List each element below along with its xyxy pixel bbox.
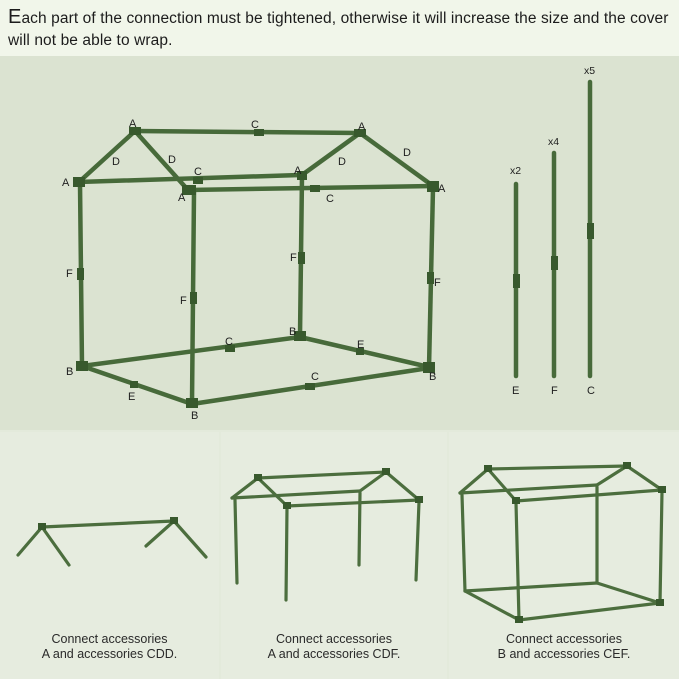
step-2-caption-line-2: A and accessories CDF. — [267, 647, 401, 661]
frame-joints — [73, 127, 439, 408]
label-c-ridge: C — [251, 119, 259, 131]
label-a-back: A — [294, 165, 302, 177]
step-2-drawing — [232, 468, 423, 600]
label-b-front-left: B — [66, 366, 74, 378]
part-e-joint — [513, 274, 520, 288]
part-c-label: C — [587, 385, 595, 397]
label-d-2: D — [168, 154, 176, 166]
label-f-4: F — [434, 277, 441, 289]
parts-list — [510, 65, 595, 397]
step-3-drawing — [460, 462, 666, 623]
instruction-first-letter: E — [8, 6, 22, 28]
label-d-3: D — [338, 156, 346, 168]
part-e — [510, 165, 521, 397]
label-c-back-base: C — [225, 336, 233, 348]
instruction-body: ach part of the connection must be tightened, otherwise it will increase the size and the cover will not be able to wrap. — [8, 10, 669, 49]
part-c — [584, 65, 595, 397]
label-a-front: A — [178, 192, 186, 204]
label-f-2: F — [180, 295, 187, 307]
label-a-left: A — [62, 177, 70, 189]
label-a-top-left: A — [129, 118, 137, 130]
label-b-right: B — [429, 371, 437, 383]
part-f-label: F — [551, 385, 558, 397]
part-f-joint — [551, 256, 558, 270]
step-1-drawing — [18, 517, 206, 565]
part-c-quantity: x5 — [584, 65, 596, 77]
label-c-back-eave: C — [194, 166, 202, 178]
part-c-joint — [587, 223, 594, 239]
part-e-label: E — [512, 385, 520, 397]
label-f-1: F — [66, 268, 73, 280]
label-c-front-eave: C — [326, 193, 334, 205]
label-b-front: B — [191, 410, 199, 422]
greenhouse-frame — [62, 118, 446, 422]
label-c-front-base: C — [311, 371, 319, 383]
label-f-3: F — [290, 252, 297, 264]
label-d-1: D — [112, 156, 120, 168]
part-e-quantity: x2 — [510, 165, 522, 177]
frame-rods — [78, 131, 433, 404]
step-3-caption-line-2: B and accessories CEF. — [497, 647, 631, 661]
part-f — [548, 136, 559, 397]
step-3-caption-line-1: Connect accessories — [505, 632, 623, 646]
part-f-quantity: x4 — [548, 136, 560, 148]
step-2-caption-line-1: Connect accessories — [275, 632, 393, 646]
label-a-top-right: A — [358, 121, 366, 133]
label-e-right: E — [357, 339, 365, 351]
label-b-back: B — [289, 326, 297, 338]
label-e-left: E — [128, 391, 136, 403]
step-1-caption-line-2: A and accessories CDD. — [41, 647, 178, 661]
step-1-caption-line-1: Connect accessories — [51, 632, 168, 646]
label-a-right: A — [438, 183, 446, 195]
label-d-4: D — [403, 147, 411, 159]
